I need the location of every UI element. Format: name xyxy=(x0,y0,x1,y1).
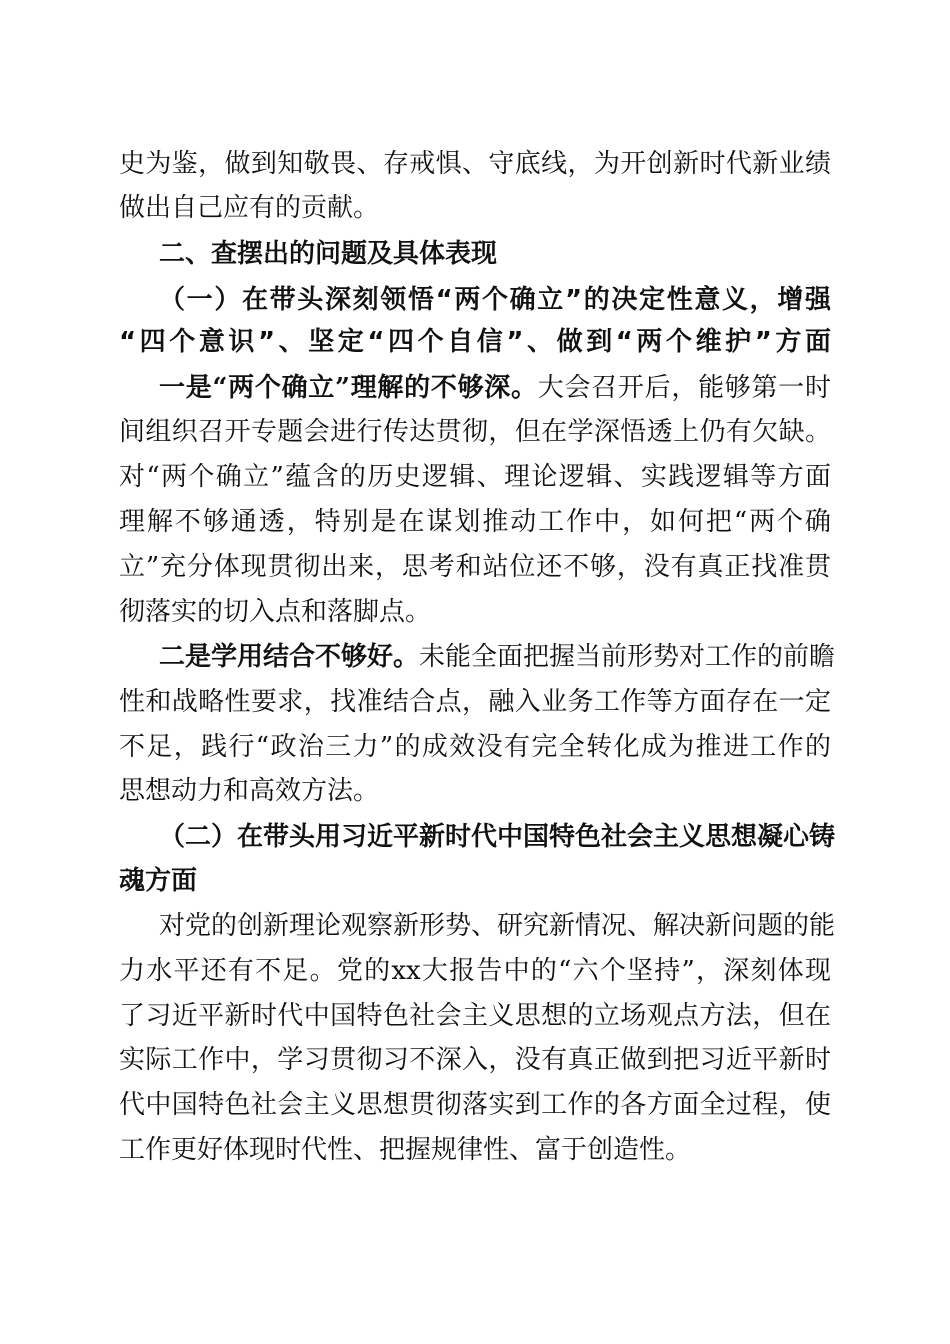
paragraph-line: 代中国特色社会主义思想贯彻落实到工作的各方面全过程，使 xyxy=(119,1090,831,1120)
paragraph-line: 立”充分体现贯彻出来，思考和站位还不够，没有真正找准贯 xyxy=(119,552,831,582)
subsection-heading: “四个意识”、坚定“四个自信”、做到“两个维护”方面 xyxy=(119,327,831,357)
paragraph-line xyxy=(159,372,831,404)
subsection-heading: 魂方面 xyxy=(119,866,198,896)
paragraph-line: 了习近平新时代中国特色社会主义思想的立场观点方法，但在 xyxy=(119,1001,831,1031)
paragraph-line: 实际工作中，学习贯彻习不深入，没有真正做到把习近平新时 xyxy=(119,1045,831,1075)
paragraph-line: 力水平还有不足。党的xx大报告中的“六个坚持”，深刻体现 xyxy=(119,956,831,986)
paragraph-line: 性和战略性要求，找准结合点，融入业务工作等方面存在一定 xyxy=(119,687,831,717)
paragraph-line: 不足，践行“政治三力”的成效没有完全转化成为推进工作的 xyxy=(119,732,831,762)
paragraph-line xyxy=(159,641,836,673)
paragraph-lead: 二是学用结合不够好。 xyxy=(159,642,420,672)
paragraph-line: 理解不够通透，特别是在谋划推动工作中，如何把“两个确 xyxy=(119,507,831,537)
paragraph-line: 史为鉴，做到知敬畏、存戒惧、守底线，为开创新时代新业绩 xyxy=(119,149,831,179)
section-heading: 二、查摆出的问题及具体表现 xyxy=(159,239,498,269)
paragraph-text: 大会召开后，能够第一时 xyxy=(537,373,831,403)
paragraph-lead: 一是“两个确立”理解的不够深。 xyxy=(159,373,538,403)
paragraph-line: 对党的创新理论观察新形势、研究新情况、解决新问题的能 xyxy=(159,911,836,941)
paragraph-text: 未能全面把握当前形势对工作的前瞻 xyxy=(419,642,836,672)
paragraph-line: 间组织召开专题会进行传达贯彻，但在学深悟透上仍有欠缺。 xyxy=(119,417,831,447)
paragraph-line: 彻落实的切入点和落脚点。 xyxy=(119,597,432,627)
subsection-heading: （二）在带头用习近平新时代中国特色社会主义思想凝心铸 xyxy=(159,822,836,852)
paragraph-line: 工作更好体现时代性、把握规律性、富于创造性。 xyxy=(119,1135,692,1165)
paragraph-line: 对“两个确立”蕴含的历史逻辑、理论逻辑、实践逻辑等方面 xyxy=(119,462,831,492)
paragraph-line: 做出自己应有的贡献。 xyxy=(119,193,380,223)
subsection-heading: （一）在带头深刻领悟“两个确立”的决定性意义，增强 xyxy=(159,285,831,315)
paragraph-line: 思想动力和高效方法。 xyxy=(119,776,380,806)
